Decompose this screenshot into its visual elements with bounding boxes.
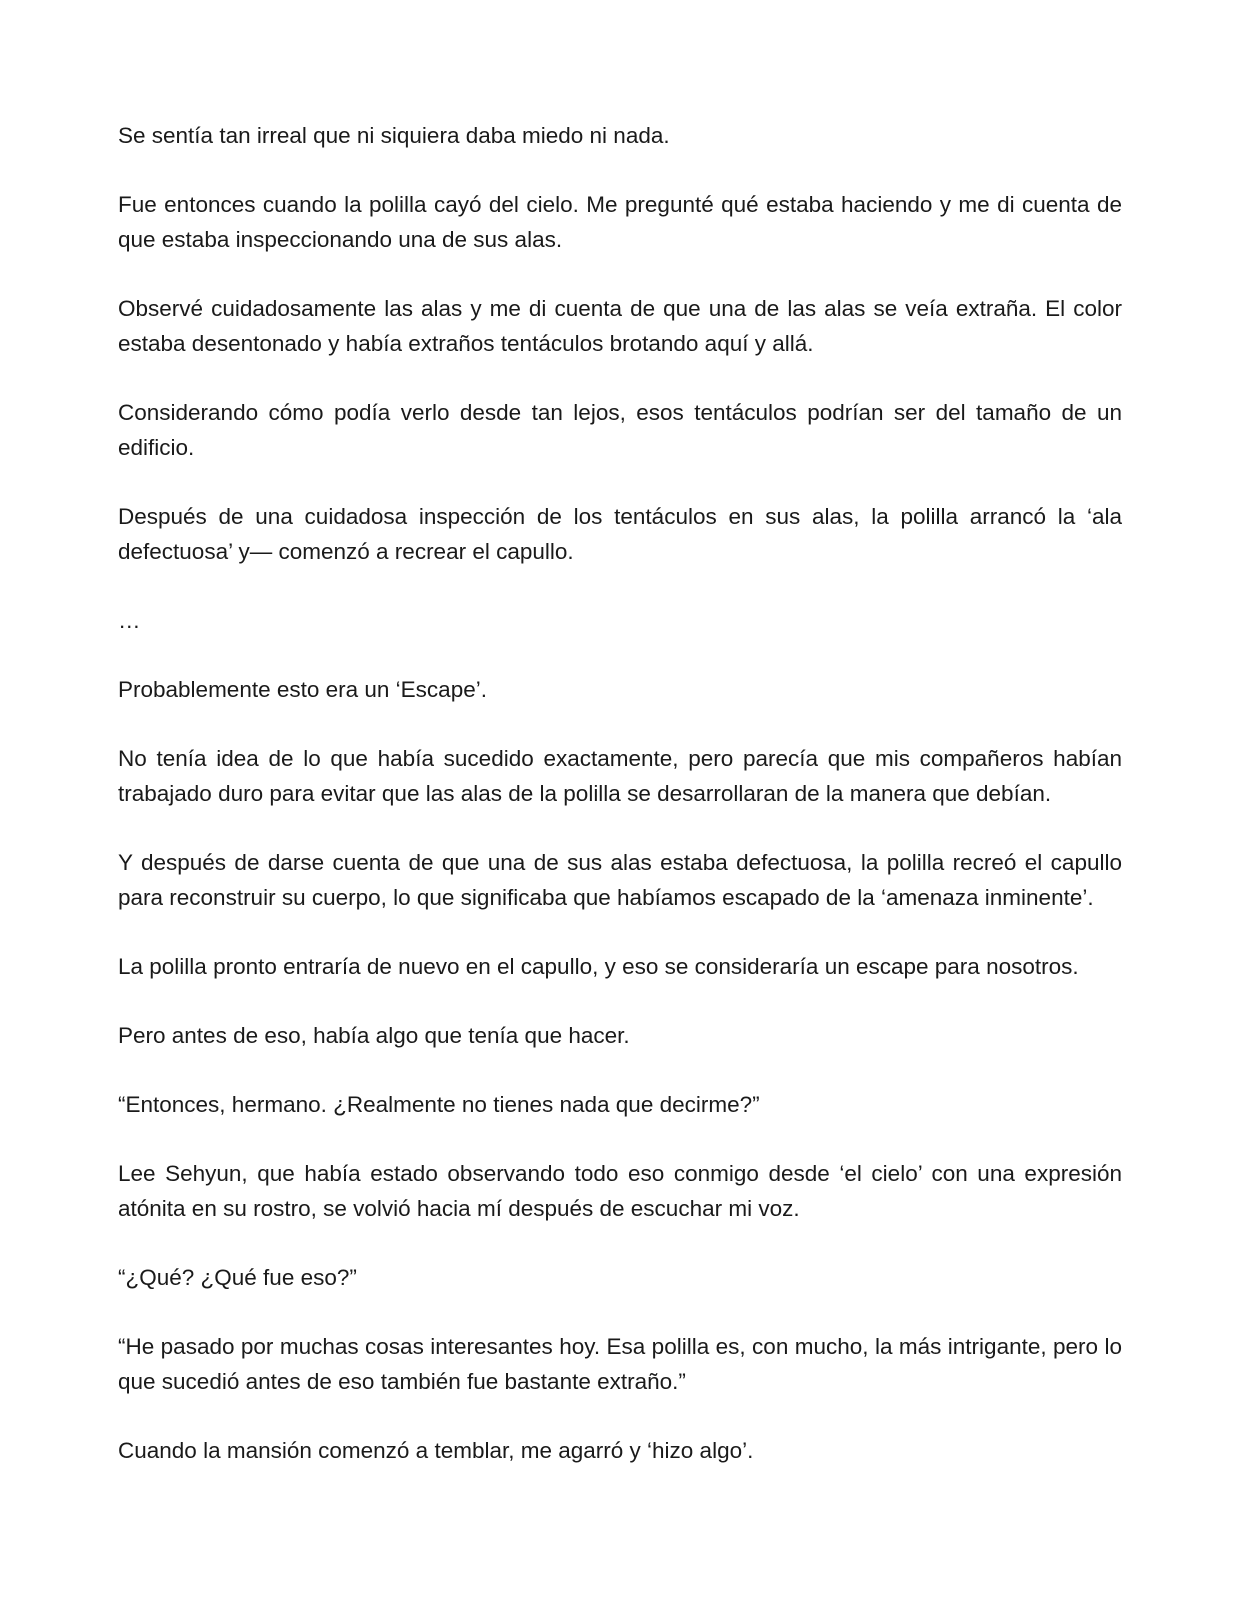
dialogue-line: “Entonces, hermano. ¿Realmente no tienes nada que decirme?” [118, 1092, 760, 1117]
body-text [118, 118, 1122, 1468]
dialogue-line: “¿Qué? ¿Qué fue eso?” [118, 1265, 357, 1290]
paragraph: Pero antes de eso, había algo que tenía que hacer. [118, 1023, 630, 1048]
paragraph: Cuando la mansión comenzó a temblar, me agarró y ‘hizo algo’. [118, 1438, 754, 1463]
dialogue-line: “He pasado por muchas cosas interesantes hoy. Esa polilla es, con mucho, la más intrigante, pero lo que sucedió antes de eso también fue bastante extraño.” [118, 1334, 1122, 1394]
paragraph: Considerando cómo podía verlo desde tan lejos, esos tentáculos podrían ser del tamaño de un edificio. [118, 400, 1122, 460]
paragraph: Fue entonces cuando la polilla cayó del cielo. Me pregunté qué estaba haciendo y me di cuenta de que estaba inspeccionando una de sus alas. [118, 192, 1122, 252]
paragraph: Lee Sehyun, que había estado observando todo eso conmigo desde ‘el cielo’ con una expresión atónita en su rostro, se volvió hacia mí después de escuchar mi voz. [118, 1161, 1122, 1221]
paragraph: Y después de darse cuenta de que una de sus alas estaba defectuosa, la polilla recreó el capullo para reconstruir su cuerpo, lo que significaba que habíamos escapado de la ‘amenaza inminente’. [118, 850, 1122, 910]
paragraph: No tenía idea de lo que había sucedido exactamente, pero parecía que mis compañeros habían trabajado duro para evitar que las alas de la polilla se desarrollaran de la manera que debían. [118, 746, 1122, 806]
ellipsis-separator: … [118, 608, 141, 633]
paragraph: Después de una cuidadosa inspección de los tentáculos en sus alas, la polilla arrancó la ‘ala defectuosa’ y— comenzó a recrear el capullo. [118, 504, 1122, 564]
paragraph: Probablemente esto era un ‘Escape’. [118, 677, 487, 702]
paragraph: Se sentía tan irreal que ni siquiera daba miedo ni nada. [118, 123, 670, 148]
paragraph: Observé cuidadosamente las alas y me di cuenta de que una de las alas se veía extraña. El color estaba desentonado y había extraños tentáculos brotando aquí y allá. [118, 296, 1122, 356]
paragraph: La polilla pronto entraría de nuevo en el capullo, y eso se consideraría un escape para nosotros. [118, 954, 1079, 979]
